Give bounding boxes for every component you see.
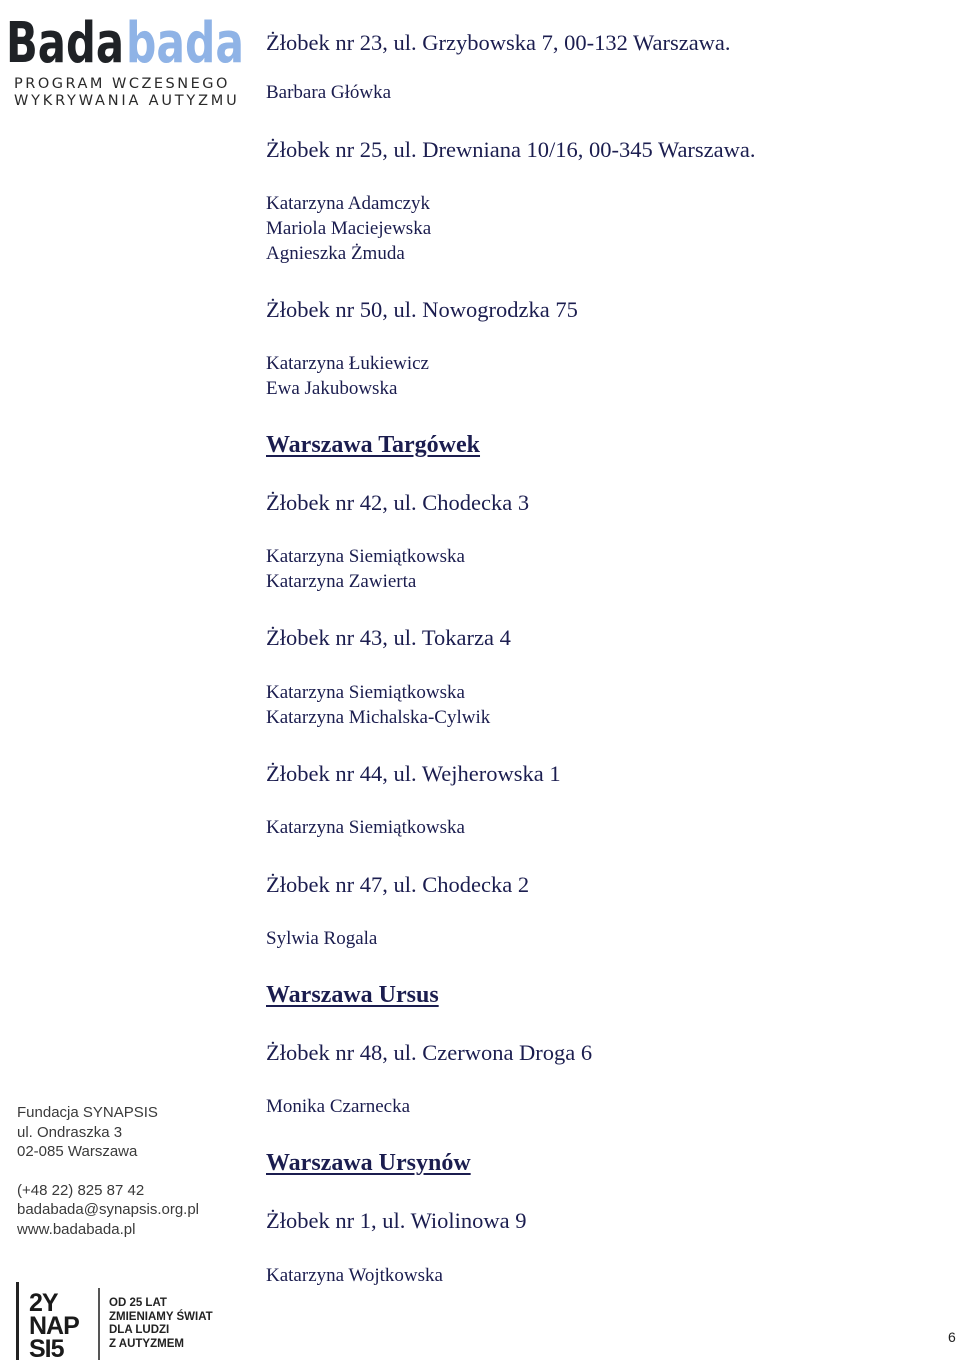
synapsis-mark-line: 2Y bbox=[29, 1289, 58, 1317]
staff-name: Katarzyna Siemiątkowska bbox=[266, 546, 465, 567]
synapsis-tagline-line: OD 25 LAT bbox=[109, 1297, 167, 1309]
district-heading: Warszawa Targówek bbox=[266, 432, 481, 458]
logo-word-dark: Bada bbox=[6, 11, 124, 76]
nursery-address: Żłobek nr 1, ul. Wiolinowa 9 bbox=[266, 1208, 527, 1233]
staff-name: Mariola Maciejewska bbox=[266, 218, 432, 239]
org-street: ul. Ondraszka 3 bbox=[17, 1123, 123, 1141]
nursery-address: Żłobek nr 43, ul. Tokarza 4 bbox=[266, 625, 511, 650]
staff-name: Katarzyna Siemiątkowska bbox=[266, 682, 465, 703]
nursery-address: Żłobek nr 47, ul. Chodecka 2 bbox=[266, 872, 530, 897]
org-email: badabada@synapsis.org.pl bbox=[17, 1201, 200, 1218]
staff-name: Barbara Główka bbox=[266, 82, 392, 103]
nursery-address: Żłobek nr 44, ul. Wejherowska 1 bbox=[266, 761, 561, 786]
synapsis-tagline-line: Z AUTYZMEM bbox=[109, 1337, 184, 1350]
staff-name: Katarzyna Michalska-Cylwik bbox=[266, 707, 491, 728]
staff-name: Ewa Jakubowska bbox=[266, 378, 398, 399]
synapsis-tagline bbox=[109, 1297, 219, 1351]
staff-name: Monika Czarnecka bbox=[266, 1096, 411, 1117]
district-heading: Warszawa Ursus bbox=[266, 982, 439, 1008]
logo-tagline-line2: WYKRYWANIA AUTYZMU bbox=[14, 93, 240, 109]
badabada-logo bbox=[6, 4, 246, 110]
staff-name: Katarzyna Adamczyk bbox=[266, 193, 431, 214]
sidebar-contact bbox=[17, 1103, 237, 1239]
synapsis-logo-divider bbox=[98, 1288, 100, 1360]
staff-name: Katarzyna Wojtkowska bbox=[266, 1265, 443, 1286]
synapsis-tagline-line: DLA LUDZI bbox=[109, 1324, 170, 1336]
synapsis-mark-line: NAP bbox=[29, 1312, 79, 1340]
logo-word-light: bada bbox=[126, 11, 244, 76]
staff-name: Katarzyna Siemiątkowska bbox=[266, 817, 465, 838]
nursery-address: Żłobek nr 42, ul. Chodecka 3 bbox=[266, 490, 530, 515]
org-phone: (+48 22) 825 87 42 bbox=[17, 1181, 145, 1199]
nursery-address: Żłobek nr 50, ul. Nowogrodzka 75 bbox=[266, 297, 578, 322]
synapsis-logo bbox=[16, 1280, 216, 1362]
page-number: 6 bbox=[948, 1329, 956, 1345]
org-postal-city: 02-085 Warszawa bbox=[17, 1143, 138, 1160]
nursery-address: Żłobek nr 23, ul. Grzybowska 7, 00-132 Warszawa. bbox=[266, 30, 731, 55]
district-heading: Warszawa Ursynów bbox=[266, 1150, 471, 1176]
synapsis-mark-line: SI5 bbox=[29, 1335, 64, 1363]
nursery-address: Żłobek nr 48, ul. Czerwona Droga 6 bbox=[266, 1040, 593, 1065]
badabada-logo-wordmark bbox=[6, 4, 246, 76]
org-website: www.badabada.pl bbox=[17, 1220, 136, 1238]
synapsis-logo-bar bbox=[16, 1282, 19, 1360]
nursery-address: Żłobek nr 25, ul. Drewniana 10/16, 00-345 Warszawa. bbox=[266, 137, 756, 162]
synapsis-tagline-line: ZMIENIAMY ŚWIAT bbox=[109, 1310, 213, 1323]
staff-name: Sylwia Rogala bbox=[266, 928, 378, 949]
logo-tagline-line1: PROGRAM WCZESNEGO bbox=[14, 76, 230, 92]
synapsis-logo-mark bbox=[29, 1289, 95, 1363]
staff-name: Agnieszka Żmuda bbox=[266, 243, 405, 264]
org-name: Fundacja SYNAPSIS bbox=[17, 1104, 158, 1121]
contact-spacer bbox=[17, 1162, 237, 1181]
staff-name: Katarzyna Łukiewicz bbox=[266, 353, 429, 374]
staff-name: Katarzyna Zawierta bbox=[266, 571, 417, 592]
